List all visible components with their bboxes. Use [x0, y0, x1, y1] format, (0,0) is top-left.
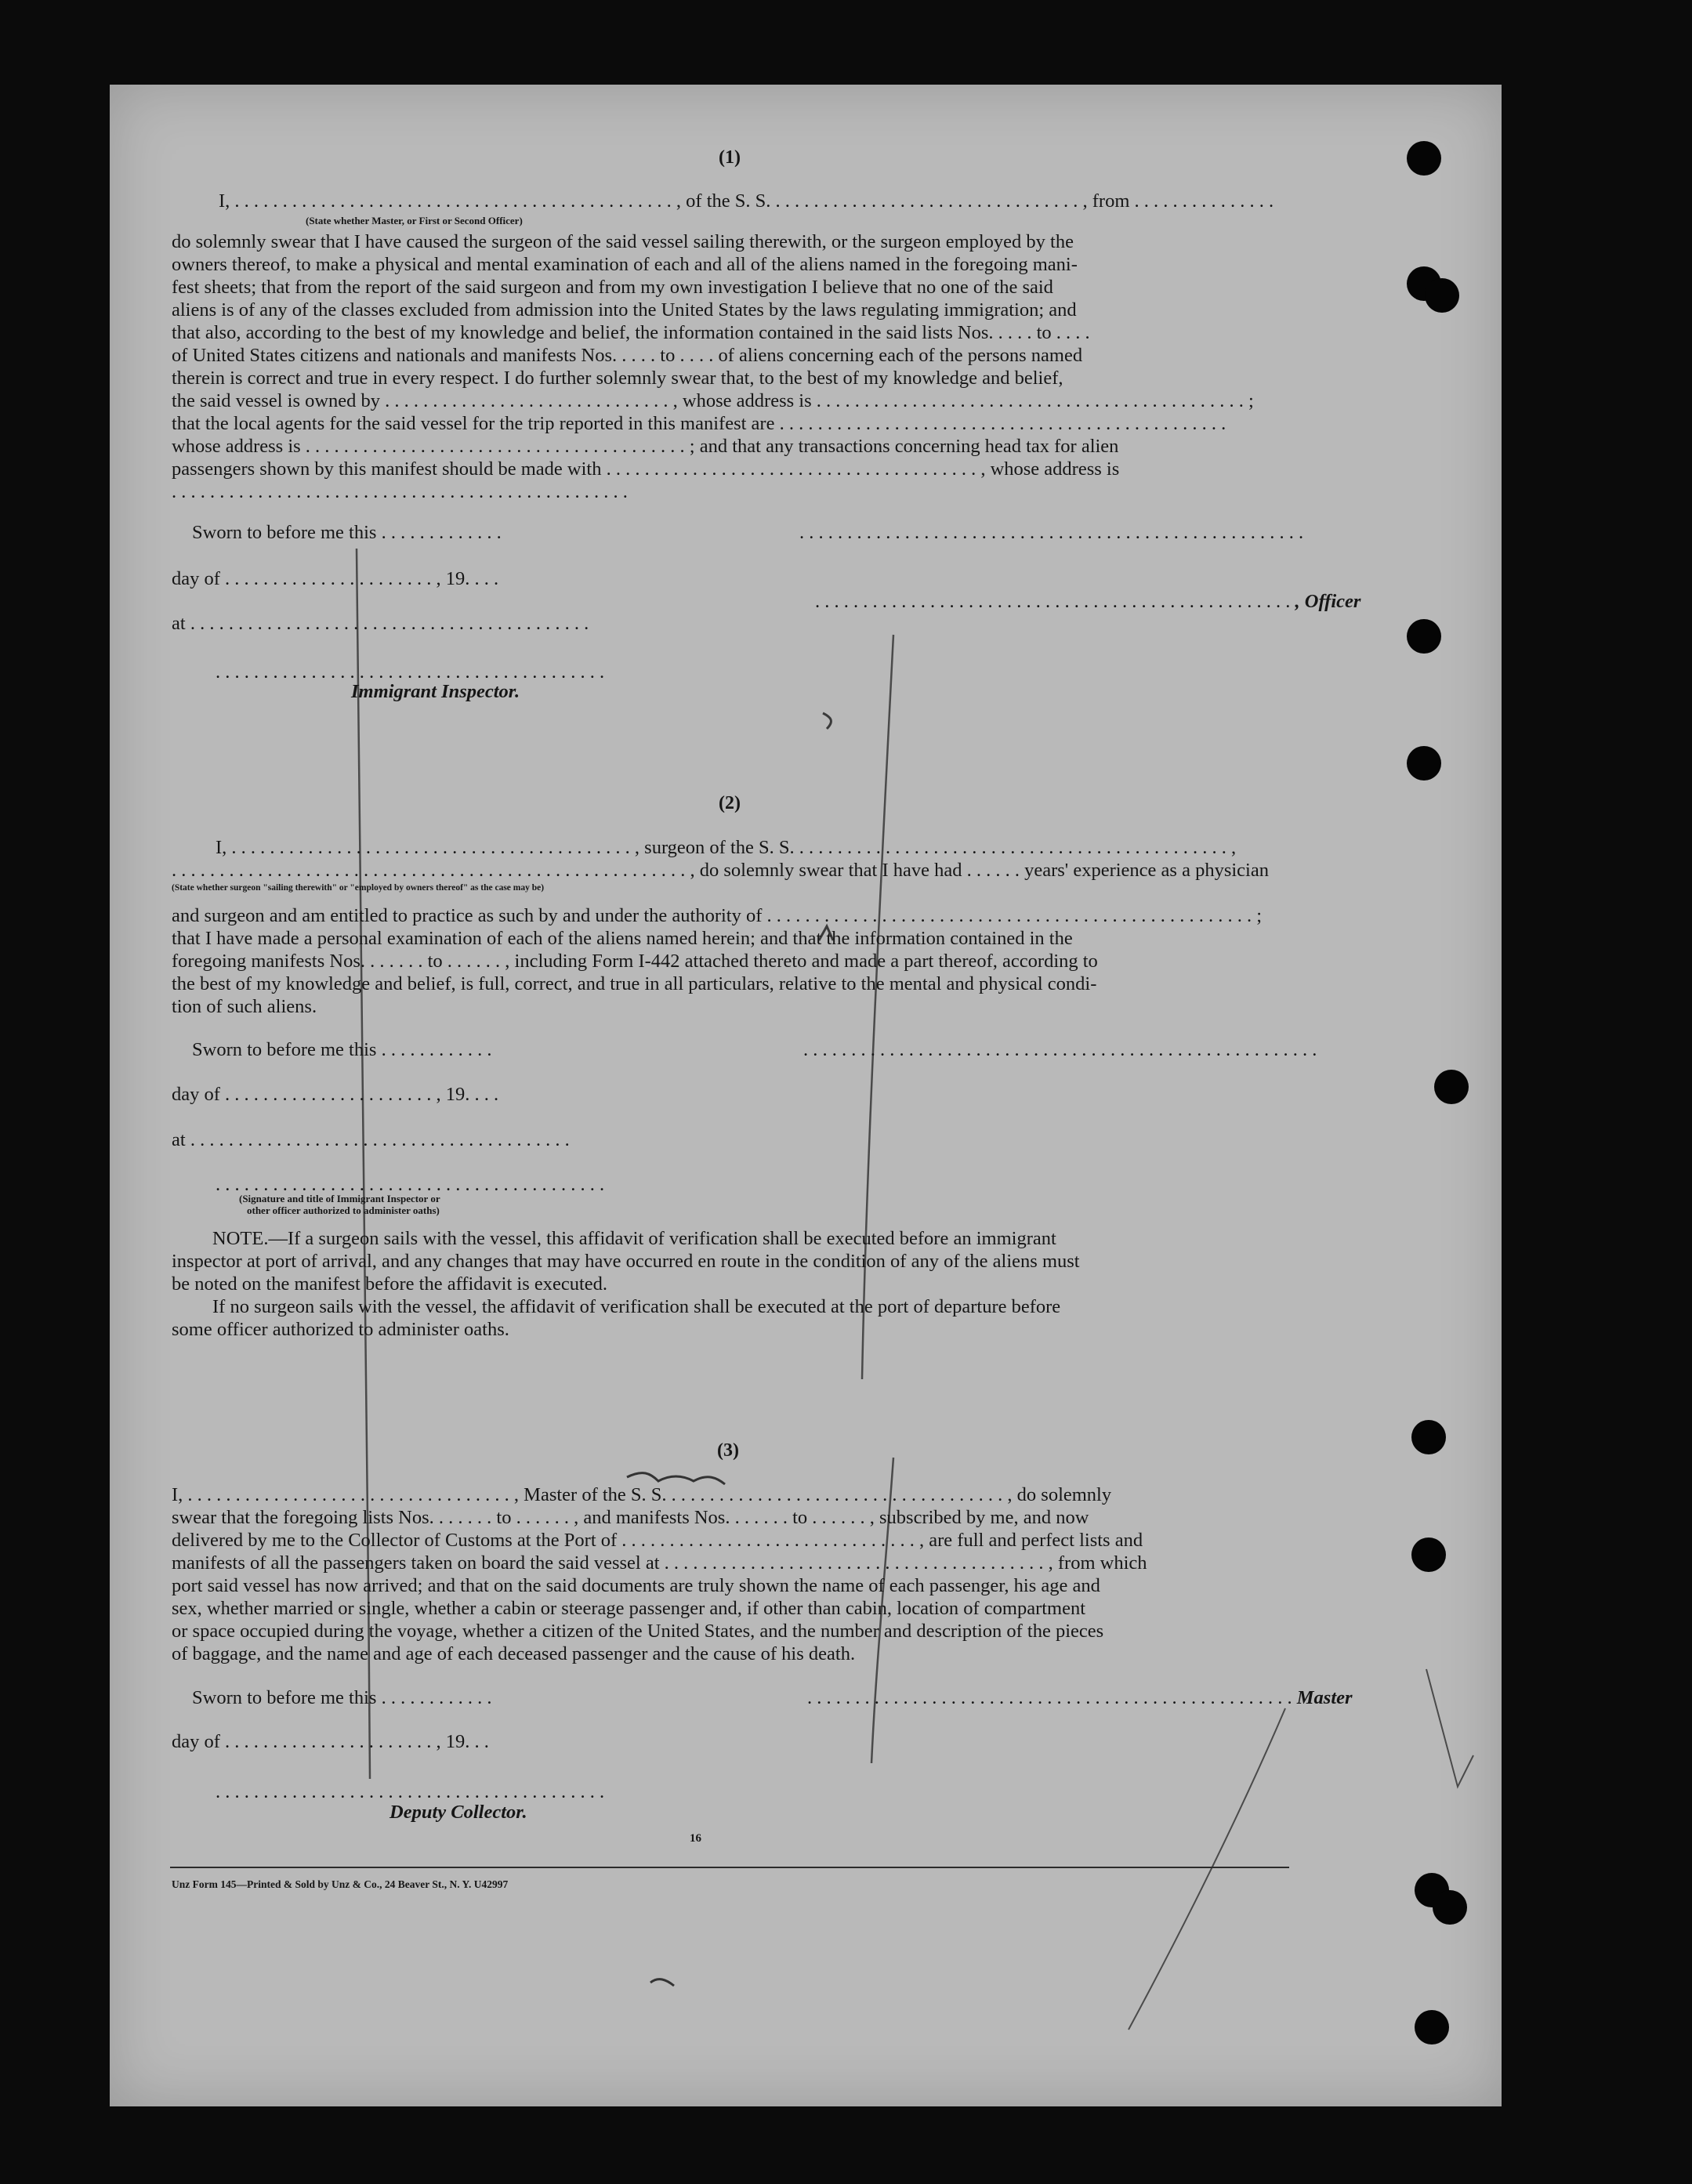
- body-line: the best of my knowledge and belief, is full, correct, and true in all particulars, relative to the mental and physical condi-: [172, 973, 1097, 994]
- label-of-ss: , of the S. S.: [676, 190, 771, 212]
- signature-title-note-1: (Signature and title of Immigrant Inspector or: [239, 1193, 440, 1204]
- section-3-number: (3): [717, 1440, 739, 1461]
- section-1-day: day of . . . . . . . . . . . . . . . . . . . . . . , 19. . . .: [172, 568, 499, 589]
- signature-title-note-2: other officer authorized to administer oaths): [247, 1204, 440, 1216]
- master-label: Master: [1296, 1687, 1353, 1708]
- body-line: that the local agents for the said vessel for the trip reported in this manifest are . . . . . . . . . . . . . . . . . . . . . . . . . . . . . . . . . . . . . . . . . . . . . . .: [172, 413, 1226, 434]
- form-number: 16: [690, 1832, 701, 1845]
- sworn-label: Sworn to before me this: [192, 1687, 377, 1708]
- body-line: whose address is . . . . . . . . . . . . . . . . . . . . . . . . . . . . . . . . . . . . . . . . ; and that any transactions concerning head tax for alien: [172, 436, 1119, 457]
- section-2-note-paragraph: [172, 1227, 1292, 1341]
- sworn-label: Sworn to before me this: [192, 522, 377, 543]
- at-label: at: [172, 613, 186, 634]
- body-line: foregoing manifests Nos. . . . . . . to . . . . . . , including Form I-442 attached thereto and made a part thereof, according to: [172, 951, 1098, 972]
- section-2-body: [172, 904, 1292, 1018]
- year-label: , 19. . .: [436, 1731, 489, 1752]
- section-1-rank-note: (State whether Master, or First or Second Officer): [306, 215, 523, 226]
- section-1-number: (1): [719, 147, 741, 168]
- note-line: NOTE.—If a surgeon sails with the vessel, this affidavit of verification shall be executed before an immigrant: [212, 1228, 1056, 1249]
- body-line: or space occupied during the voyage, whether a citizen of the United States, and the number and description of the pieces: [172, 1621, 1104, 1642]
- body-line: aliens is of any of the classes excluded from admission into the United States by the laws regulating immigration; and: [172, 299, 1077, 321]
- body-line: owners thereof, to make a physical and mental examination of each and all of the aliens named in the foregoing mani-: [172, 254, 1078, 275]
- year-label: , 19. . . .: [436, 1084, 499, 1105]
- body-line: port said vessel has now arrived; and that on the said documents are truly shown the name of each passenger, his age and: [172, 1575, 1100, 1596]
- body-line: delivered by me to the Collector of Customs at the Port of . . . . . . . . . . . . . . . . . . . . . . . . . . . . . . . , are full and perfect lists and: [172, 1530, 1143, 1551]
- footer-rule: [170, 1867, 1289, 1868]
- section-2-signature-dots: . . . . . . . . . . . . . . . . . . . . . . . . . . . . . . . . . . . . . . . . .: [216, 1174, 605, 1195]
- label-i: I,: [219, 190, 230, 212]
- section-1-sworn: Sworn to before me this . . . . . . . . . . . . .: [192, 522, 502, 543]
- section-3-master-line: . . . . . . . . . . . . . . . . . . . . . . . . . . . . . . . . . . . . . . . . . . . . . . . . . . . Master: [807, 1687, 1353, 1708]
- body-line: sex, whether married or single, whether a cabin or steerage passenger and, if other than cabin, location of compartment: [172, 1598, 1086, 1619]
- section-3-sworn: Sworn to before me this . . . . . . . . . . . .: [192, 1687, 492, 1708]
- label-surgeon-of-ss: , surgeon of the S. S.: [634, 837, 795, 858]
- day-of-label: day of: [172, 568, 220, 589]
- body-line: do solemnly swear that I have caused the surgeon of the said vessel sailing therewith, or the surgeon employed by the: [172, 231, 1074, 252]
- body-line: manifests of all the passengers taken on board the said vessel at . . . . . . . . . . . . . . . . . . . . . . . . . . . . . . . . . . . . . . . . , from which: [172, 1552, 1147, 1574]
- body-line: . . . . . . . . . . . . . . . . . . . . . . . . . . . . . . . . . . . . . . . . . . . . . . . .: [172, 481, 628, 502]
- body-line: fest sheets; that from the report of the said surgeon and from my own investigation I believe that no one of the said: [172, 277, 1053, 298]
- deputy-collector-label: Deputy Collector.: [389, 1802, 527, 1823]
- section-3-body: [172, 1483, 1292, 1665]
- section-2-signature-line: . . . . . . . . . . . . . . . . . . . . . . . . . . . . . . . . . . . . . . . . . . . . . . . . . . . . . .: [803, 1039, 1317, 1060]
- day-of-label: day of: [172, 1084, 220, 1105]
- body-line: swear that the foregoing lists Nos. . . . . . . to . . . . . . , and manifests Nos. . . . . . . to . . . . . . , subscribed by me, and now: [172, 1507, 1089, 1528]
- section-1-inspector-dots: . . . . . . . . . . . . . . . . . . . . . . . . . . . . . . . . . . . . . . . . .: [216, 661, 605, 683]
- section-3-deputy-dots: . . . . . . . . . . . . . . . . . . . . . . . . . . . . . . . . . . . . . . . . .: [216, 1781, 605, 1802]
- body-line: tion of such aliens.: [172, 996, 317, 1017]
- section-1-at: at . . . . . . . . . . . . . . . . . . . . . . . . . . . . . . . . . . . . . . . . . .: [172, 613, 589, 634]
- body-line: of United States citizens and nationals and manifests Nos. . . . . to . . . . of aliens concerning each of the persons named: [172, 345, 1083, 366]
- note-line: some officer authorized to administer oaths.: [172, 1319, 509, 1340]
- immigrant-inspector-label: Immigrant Inspector.: [351, 681, 520, 702]
- note-line: inspector at port of arrival, and any changes that may have occurred en route in the condition of any of the aliens must: [172, 1251, 1080, 1272]
- body-line: therein is correct and true in every respect. I do further solemnly swear that, to the best of my knowledge and belief,: [172, 368, 1063, 389]
- label-from: , from: [1082, 190, 1130, 212]
- at-label: at: [172, 1129, 186, 1150]
- section-1-body: [172, 230, 1292, 503]
- body-line: that also, according to the best of my knowledge and belief, the information contained in the said lists Nos. . . . . to . . . .: [172, 322, 1090, 343]
- section-2-number: (2): [719, 793, 741, 813]
- section-2-surgeon-note: (State whether surgeon "sailing therewith" or "employed by owners thereof" as the case may be): [172, 883, 545, 893]
- officer-label: , Officer: [1295, 591, 1361, 612]
- section-1-officer-line: . . . . . . . . . . . . . . . . . . . . . . . . . . . . . . . . . . . . . . . . . . . . . . . . . . , Officer: [815, 591, 1361, 612]
- year-label: , 19. . . .: [436, 568, 499, 589]
- note-line: If no surgeon sails with the vessel, the affidavit of verification shall be executed at the port of departure before: [212, 1296, 1061, 1317]
- section-2-line1: I, . . . . . . . . . . . . . . . . . . . . . . . . . . . . . . . . . . . . . . . . . . , surgeon of the S. S. . . . . . . . . . . . . . . . . . . . . . . . . . . . . . . . . . . . . . . . . . . . . . ,: [216, 837, 1237, 858]
- section-2-day: day of . . . . . . . . . . . . . . . . . . . . . . , 19. . . .: [172, 1084, 499, 1105]
- body-line: and surgeon and am entitled to practice as such by and under the authority of . . . . . . . . . . . . . . . . . . . . . . . . . . . . . . . . . . . . . . . . . . . . . . . . . . . ;: [172, 905, 1263, 926]
- body-line: the said vessel is owned by . . . . . . . . . . . . . . . . . . . . . . . . . . . . . . , whose address is . . . . . . . . . . . . . . . . . . . . . . . . . . . . . . . . . . . . . . . . . . . . . ;: [172, 390, 1254, 411]
- section-2-at: at . . . . . . . . . . . . . . . . . . . . . . . . . . . . . . . . . . . . . . . .: [172, 1129, 570, 1150]
- section-1-line1: I, . . . . . . . . . . . . . . . . . . . . . . . . . . . . . . . . . . . . . . . . . . . . . . , of the S. S. . . . . . . . . . . . . . . . . . . . . . . . . . . . . . . . . , from . . . . . . . . . . . . . . .: [219, 190, 1274, 212]
- body-line: of baggage, and the name and age of each deceased passenger and the cause of his death.: [172, 1643, 856, 1664]
- experience-text: , do solemnly swear that I have had . . . . . . years' experience as a physician: [690, 860, 1269, 881]
- sworn-label: Sworn to before me this: [192, 1039, 377, 1060]
- section-2-line2: . . . . . . . . . . . . . . . . . . . . . . . . . . . . . . . . . . . . . . . . . . . . . . . . . . . . . . , do solemnly swear that I have had . . . . . . years' experience as a physician: [172, 860, 1269, 881]
- section-1-signature-line: . . . . . . . . . . . . . . . . . . . . . . . . . . . . . . . . . . . . . . . . . . . . . . . . . . . . .: [799, 522, 1304, 543]
- section-3-day: day of . . . . . . . . . . . . . . . . . . . . . . , 19. . .: [172, 1731, 489, 1752]
- body-line: passengers shown by this manifest should be made with . . . . . . . . . . . . . . . . . . . . . . . . . . . . . . . . . . . . . . . , whose address is: [172, 458, 1120, 480]
- label-i: I,: [216, 837, 227, 858]
- day-of-label: day of: [172, 1731, 220, 1752]
- note-line: be noted on the manifest before the affidavit is executed.: [172, 1273, 608, 1295]
- body-line: I, . . . . . . . . . . . . . . . . . . . . . . . . . . . . . . . . . . , Master of the S. S. . . . . . . . . . . . . . . . . . . . . . . . . . . . . . . . . . . . , do solemnly: [172, 1484, 1112, 1505]
- body-line: that I have made a personal examination of each of the aliens named herein; and that the information contained in the: [172, 928, 1073, 949]
- section-2-sworn: Sworn to before me this . . . . . . . . . . . .: [192, 1039, 492, 1060]
- printer-imprint: Unz Form 145—Printed & Sold by Unz & Co., 24 Beaver St., N. Y. U42997: [172, 1878, 509, 1890]
